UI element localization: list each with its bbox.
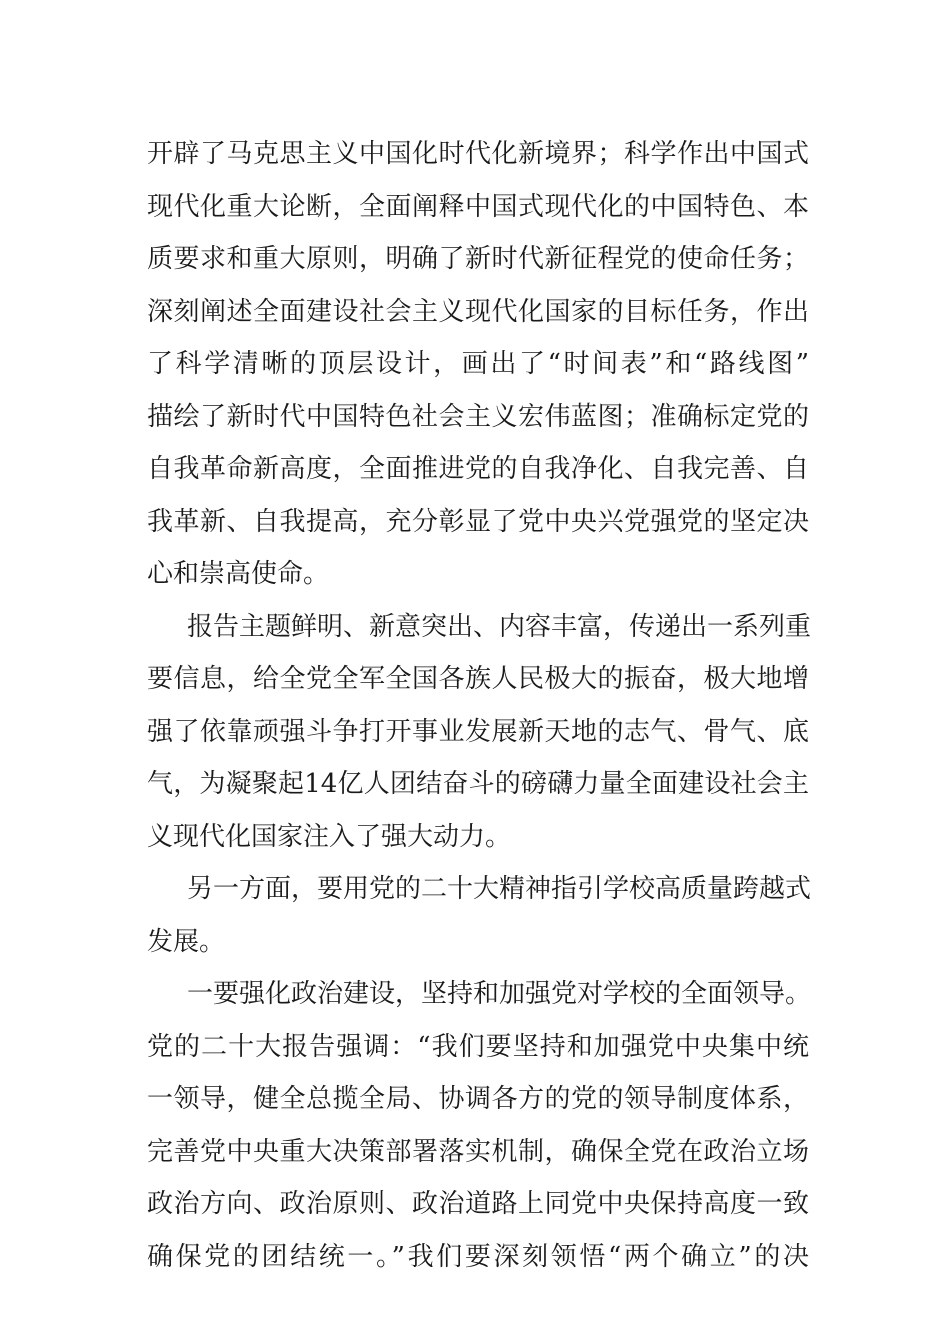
text-line: 党的二十大报告强调：“我们要坚持和加强党中央集中统 [147,1031,809,1062]
paragraph [147,863,812,968]
text-line: 一要强化政治建设，坚持和加强党对学校的全面领导。 [187,979,812,1009]
document-body [147,128,812,1283]
text-line: 气，为凝聚起14亿人团结奋斗的磅礴力量全面建设社会主 [147,769,809,799]
text-line: 强了依靠顽强斗争打开事业发展新天地的志气、骨气、底 [147,716,809,747]
text-line: 了科学清晰的顶层设计，画出了“时间表”和“路线图” [147,349,809,379]
text-line: 政治方向、政治原则、政治道路上同党中央保持高度一致 [147,1189,809,1219]
text-line: 一领导，健全总揽全局、协调各方的党的领导制度体系， [147,1084,809,1114]
text-line: 自我革命新高度，全面推进党的自我净化、自我完善、自 [147,454,809,484]
paragraph [147,128,809,601]
text-line: 心和崇高使命。 [147,559,330,589]
text-line: 报告主题鲜明、新意突出、内容丰富，传递出一系列重 [187,611,812,642]
text-line: 深刻阐述全面建设社会主义现代化国家的目标任务，作出 [147,296,809,327]
text-line: 质要求和重大原则，明确了新时代新征程党的使命任务； [147,244,809,274]
text-line: 发展。 [147,926,226,957]
text-line: 现代化重大论断，全面阐释中国式现代化的中国特色、本 [147,191,809,222]
text-line: 描绘了新时代中国特色社会主义宏伟蓝图；准确标定党的 [147,401,809,432]
text-line: 另一方面，要用党的二十大精神指引学校高质量跨越式 [187,874,812,904]
paragraph [147,601,812,864]
text-line: 义现代化国家注入了强大动力。 [147,821,512,852]
text-line: 我革新、自我提高，充分彰显了党中央兴党强党的坚定决 [147,506,809,537]
paragraph [147,968,812,1283]
text-line: 确保党的团结统一。”我们要深刻领悟“两个确立”的决 [147,1241,809,1272]
text-line: 开辟了马克思主义中国化时代化新境界；科学作出中国式 [147,139,809,169]
text-line: 要信息，给全党全军全国各族人民极大的振奋，极大地增 [147,664,809,694]
text-line: 完善党中央重大决策部署落实机制，确保全党在政治立场 [147,1136,809,1167]
